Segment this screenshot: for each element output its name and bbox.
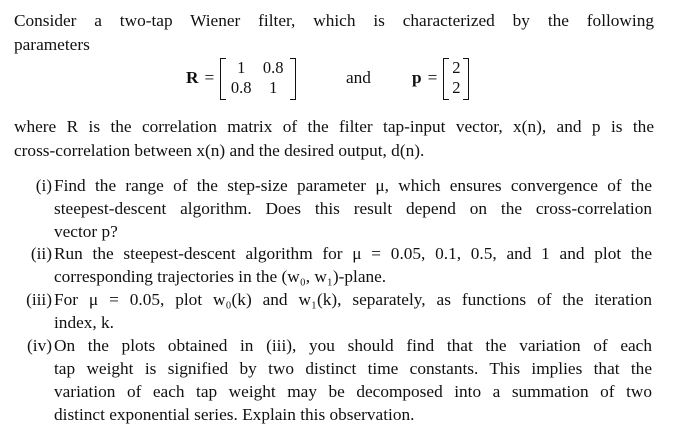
vector-row (449, 78, 463, 98)
R-symbol: R (186, 68, 199, 87)
p-symbol: p (412, 68, 422, 87)
p-vector (443, 58, 469, 98)
intro-paragraph (14, 9, 654, 56)
item-number: (i) (35, 176, 52, 195)
item-number: (iii) (26, 290, 52, 309)
left-bracket (443, 58, 449, 100)
matrix-cell: 1 (237, 58, 246, 77)
item-line: corresponding trajectories in the (w₀, w₁)-plane. (54, 267, 387, 286)
and-connector (346, 56, 371, 100)
item-text (54, 288, 652, 334)
item-line: distinct exponential series. Explain this observation. (54, 405, 415, 424)
item-line: variation of each tap weight may be decomposed into a summation of two (54, 382, 652, 401)
intro-line-1: Consider a two-tap Wiener filter, which is characterized by the following (14, 11, 654, 30)
vector-row (449, 58, 463, 78)
item-line: vector p? (54, 222, 118, 241)
item-number: (iv) (27, 336, 52, 355)
right-bracket (290, 58, 296, 100)
intro-line-2: parameters (14, 34, 90, 54)
item-text (54, 242, 652, 288)
parameter-equations (0, 56, 678, 100)
equals-sign: = (204, 68, 215, 87)
R-equation (186, 56, 296, 100)
matrix-cell: 0.8 (230, 78, 252, 97)
R-matrix (220, 58, 296, 98)
vector-cell: 2 (452, 58, 461, 77)
item-text (54, 334, 652, 426)
item-line: steepest-descent algorithm. Does this result depend on the cross-correlation (54, 199, 652, 218)
matrix-cell: 0.8 (262, 58, 284, 77)
right-bracket (463, 58, 469, 100)
left-bracket (220, 58, 226, 100)
p-equation (412, 56, 469, 100)
matrix-row (226, 78, 290, 98)
item-line: Find the range of the step-size parameter μ, which ensures convergence of the (54, 176, 652, 195)
item-line: Run the steepest-descent algorithm for μ = 0.05, 0.1, 0.5, and 1 and plot the (54, 244, 652, 263)
vector-cell: 2 (452, 78, 461, 97)
item-line: For μ = 0.05, plot w₀(k) and w₁(k), separately, as functions of the iteration (54, 290, 652, 309)
item-number: (ii) (30, 244, 52, 263)
matrix-cell: 1 (269, 78, 278, 97)
item-text (54, 174, 652, 243)
where-line-2: cross-correlation between x(n) and the desired output, d(n). (14, 140, 425, 160)
where-paragraph (14, 115, 654, 162)
item-line: index, k. (54, 313, 114, 332)
item-line: tap weight is signified by two distinct time constants. This implies that the (54, 359, 652, 378)
and-text: and (346, 68, 371, 87)
equals-sign: = (427, 68, 438, 87)
matrix-row (226, 58, 290, 78)
item-line: On the plots obtained in (iii), you should find that the variation of each (54, 336, 652, 355)
where-line-1: where R is the correlation matrix of the filter tap-input vector, x(n), and p is the (14, 117, 654, 136)
